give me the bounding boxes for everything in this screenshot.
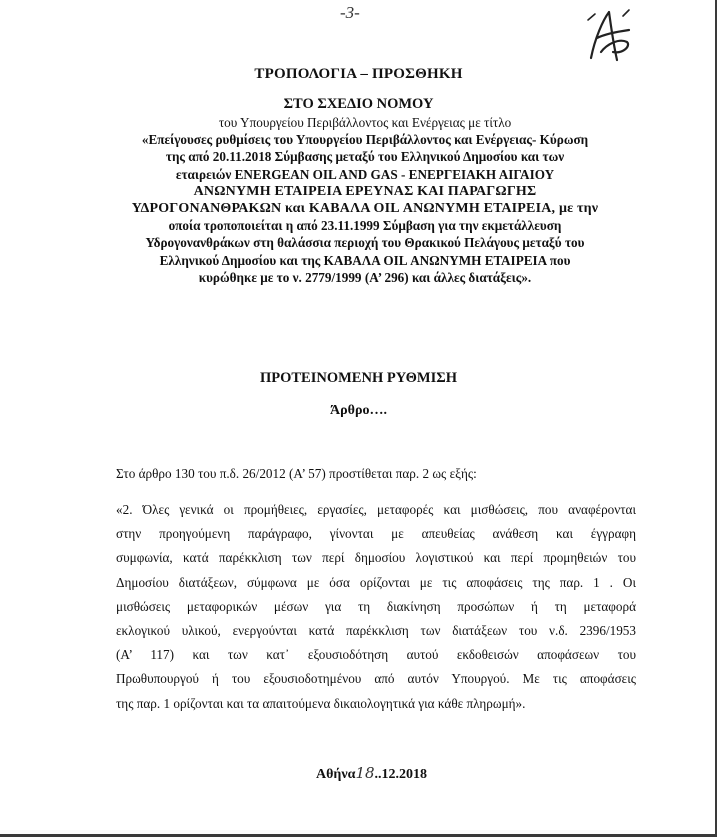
body-line: μισθώσεις μεταφορικών μέσων για τη διακίνηση προσώπων ή τη μεταφορά [116, 598, 636, 614]
body-line: «2. Όλες γενικά οι προμήθειες, εργασίες, μεταφορές και μισθώσεις, που αναφέρονται [116, 502, 636, 517]
date-handwritten-day: 18 [355, 764, 375, 782]
body-line: στην προηγούμενη παράγραφο, γίνονται με απευθείας ανάθεση και έγγραφη [116, 526, 636, 542]
amendment-text [116, 498, 636, 716]
section-title: ΠΡΟΤΕΙΝΟΜΕΝΗ ΡΥΘΜΙΣΗ [259, 370, 458, 386]
intro-paragraph: Στο άρθρο 130 του π.δ. 26/2012 (Α’ 57) προστίθεται παρ. 2 ως εξής: [116, 466, 477, 481]
header-line: εταιρειών ENERGEAN OIL AND GAS - ΕΝΕΡΓΕΙΑΚΗ ΑΙΓΑΙΟΥ [175, 166, 555, 182]
article-heading: Άρθρο…. [330, 403, 387, 418]
date-suffix: ..12.2018 [374, 767, 428, 782]
bill-description [100, 114, 630, 286]
body-line: Δημοσίου διατάξεων, σύμφωνα με όσα ορίζονται με τις αποφάσεις της παρ. 1 . Οι [116, 574, 636, 590]
header-line: ΥΔΡΟΓΟΝΑΝΘΡΑΚΩΝ και ΚΑΒΑΛΑ OIL ΑΝΩΝΥΜΗ ΕΤΑΙΡΕΙΑ, με την [131, 201, 599, 217]
document-title: ΤΡΟΠΟΛΟΓΙΑ – ΠΡΟΣΘΗΚΗ [254, 66, 463, 82]
body-line: εκλογικού υλικού, ενεργούνται κατά παρέκκλιση των διατάξεων του ν.δ. 2396/1953 [116, 623, 636, 639]
header-line: του Υπουργείου Περιβάλλοντος και Ενέργειας με τίτλο [218, 115, 512, 130]
body-line: (Α’ 117) και των κατ᾽ εξουσιοδότηση αυτού εκδοθεισών αποφάσεων του [116, 647, 636, 663]
page-number: -3- [340, 3, 360, 22]
header-line: Υδρογονανθράκων στη θαλάσσια περιοχή του Θρακικού Πελάγους μεταξύ του [145, 235, 585, 251]
signature-mark [583, 8, 633, 66]
date-line [316, 764, 476, 783]
body-line: συμφωνία, κατά παρέκκλιση των περί δημοσίου λογιστικού και περί προμηθειών του [116, 550, 636, 566]
document-subtitle: ΣΤΟ ΣΧΕΔΙΟ ΝΟΜΟΥ [283, 96, 434, 112]
header-line: της από 20.11.2018 Σύμβασης μεταξύ του Ελληνικού Δημοσίου και των [165, 149, 565, 165]
header-line: Ελληνικού Δημοσίου και της ΚΑΒΑΛΑ OIL ΑΝΩΝΥΜΗ ΕΤΑΙΡΕΙΑ που [159, 252, 571, 268]
header-line: «Επείγουσες ρυθμίσεις του Υπουργείου Περιβάλλοντος και Ενέργειας- Κύρωση [141, 132, 589, 148]
header-line: οποία τροποποιείται η από 23.11.1999 Σύμβαση για την εκμετάλλευση [168, 218, 562, 234]
header-line: κυρώθηκε με το ν. 2779/1999 (Α’ 296) και άλλες διατάξεις». [198, 269, 532, 285]
header-line: ΑΝΩΝΥΜΗ ΕΤΑΙΡΕΙΑ ΕΡΕΥΝΑΣ ΚΑΙ ΠΑΡΑΓΩΓΗΣ [193, 183, 537, 199]
date-prefix: Αθήνα [316, 767, 356, 782]
body-line: Πρωθυπουργού ή του εξουσιοδοτημένου από αυτόν Υπουργού. Με τις αποφάσεις [116, 671, 636, 687]
body-line: της παρ. 1 ορίζονται και τα απαιτούμενα δικαιολογητικά για κάθε πληρωμή». [116, 695, 526, 711]
